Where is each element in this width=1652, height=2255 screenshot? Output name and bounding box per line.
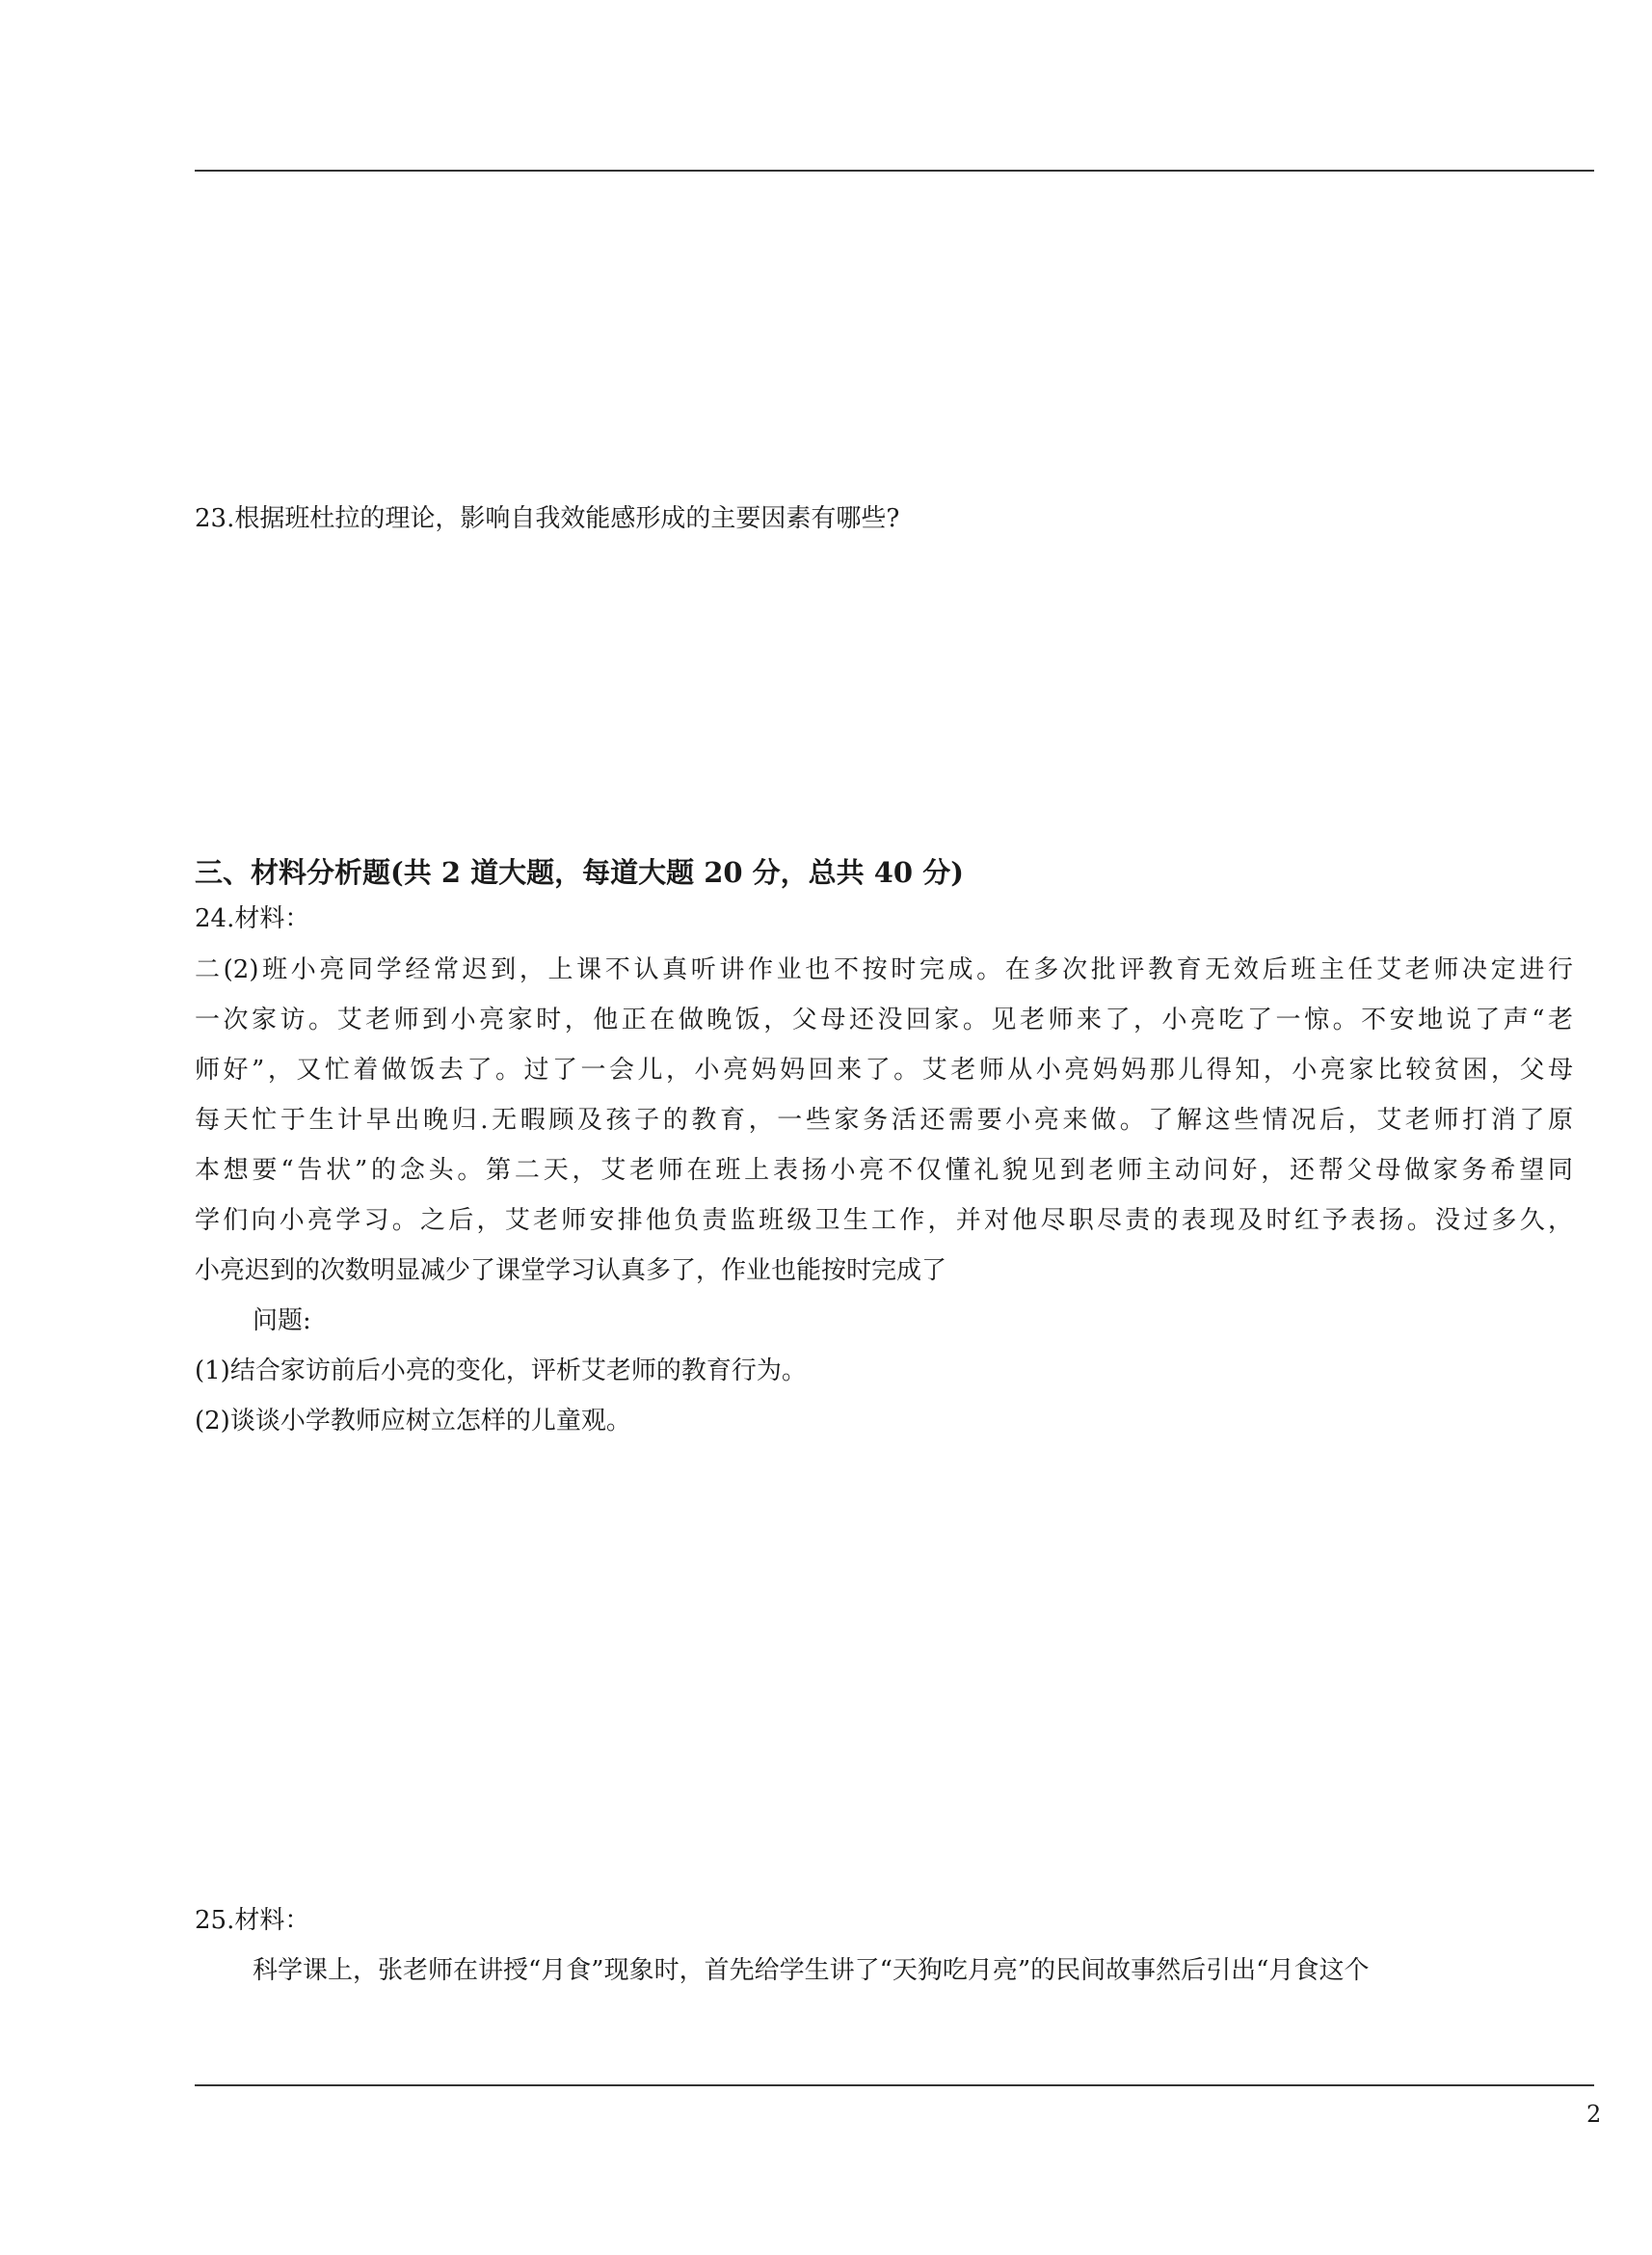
section-three-title: 三、材料分析题(共 2 道大题，每道大题 20 分，总共 40 分) <box>195 856 964 889</box>
question-24-material-line: 小亮迟到的次数明显减少了课堂学习认真多了，作业也能按时完成了 <box>195 1256 947 1285</box>
question-24-material-line: 一次家访。艾老师到小亮家时，他正在做晚饭，父母还没回家。见老师来了，小亮吃了一惊。不安地说了声“老 <box>195 1006 1573 1034</box>
question-24-material-line: 学们向小亮学习。之后，艾老师安排他负责监班级卫生工作，并对他尽职尽责的表现及时红予表扬。没过多久， <box>195 1206 1573 1235</box>
question-25-label: 25.材料： <box>195 1906 310 1935</box>
question-24-material-line: 每天忙于生计早出晚归.无暇顾及孩子的教育，一些家务活还需要小亮来做。了解这些情况后，艾老师打消了原 <box>195 1106 1573 1135</box>
page-number: 2 <box>1586 2101 1602 2128</box>
question-24-sub-question: (2)谈谈小学教师应树立怎样的儿童观。 <box>195 1407 631 1436</box>
question-24-material-line: 二(2)班小亮同学经常迟到，上课不认真听讲作业也不按时完成。在多次批评教育无效后班主任艾老师决定进行 <box>195 955 1573 984</box>
question-24-question-label: 问题: <box>253 1306 311 1335</box>
question-23: 23.根据班杜拉的理论，影响自我效能感形成的主要因素有哪些? <box>195 504 900 533</box>
question-24-label: 24.材料： <box>195 904 310 933</box>
question-24-material-line: 师好”，又忙着做饭去了。过了一会儿，小亮妈妈回来了。艾老师从小亮妈妈那儿得知，小亮家比较贫困，父母 <box>195 1056 1573 1085</box>
question-24-sub-question: (1)结合家访前后小亮的变化，评析艾老师的教育行为。 <box>195 1356 807 1385</box>
question-25-material-line: 科学课上，张老师在讲授“月食”现象时，首先给学生讲了“天狗吃月亮”的民间故事然后引出“月食这个 <box>253 1956 1370 1985</box>
header-rule <box>195 170 1594 172</box>
question-24-material-line: 本想要“告状”的念头。第二天，艾老师在班上表扬小亮不仅懂礼貌见到老师主动问好，还帮父母做家务希望同 <box>195 1156 1573 1185</box>
footer-rule <box>195 2084 1594 2086</box>
